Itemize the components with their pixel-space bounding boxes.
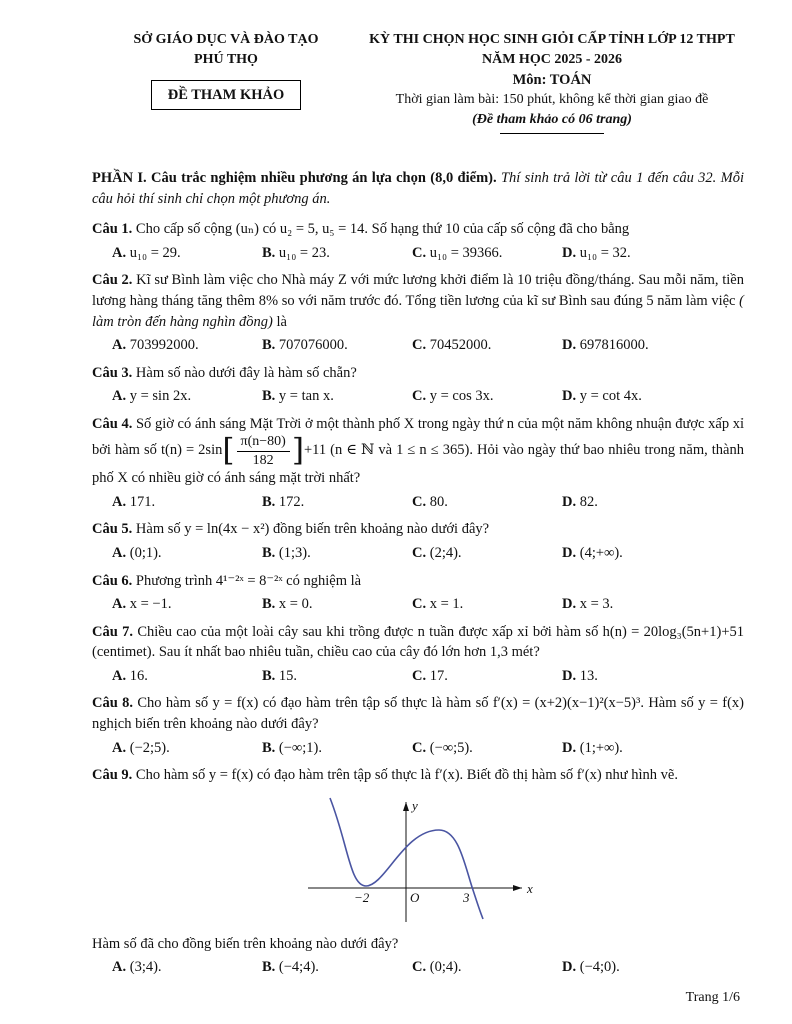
exam-header [92,30,744,134]
option-c-value: x = 1. [429,596,464,613]
option-d-value: (4;+∞). [579,544,623,561]
question-2-label: Câu 2. [92,272,133,289]
option-d [562,957,744,978]
question-6-text [92,571,744,592]
option-a [112,243,262,264]
question-6-body: Phương trình 4¹⁻²ˣ = 8⁻²ˣ có nghiệm là [135,572,362,589]
option-a-value: (0;1). [129,544,162,561]
header-right-block [360,30,744,134]
option-a [112,335,262,356]
option-b [262,594,412,615]
open-bracket: [ [222,432,235,469]
option-c-label: C. [412,544,427,561]
question-1-text [92,219,744,240]
option-d-label: D. [562,596,577,613]
option-a-value: y = sin 2x. [129,388,192,405]
option-b-label: B. [262,388,276,405]
option-b-label: B. [262,739,276,756]
option-a-label: A. [112,667,127,684]
question-7 [92,622,744,687]
question-5-label: Câu 5. [92,521,133,538]
question-9-followup: Hàm số đã cho đồng biến trên khoảng nào dưới đây? [92,935,399,952]
option-b [262,666,412,687]
option-d-value: (−4;0). [579,959,620,976]
option-b-label: B. [262,544,276,561]
question-9-text [92,765,744,786]
option-b-value: 15. [278,667,298,684]
question-7-text [92,622,744,663]
option-b-label: B. [262,667,276,684]
option-a [112,738,262,759]
option-b-value: 172. [278,493,305,510]
option-a-value: (−2;5). [129,739,170,756]
question-6 [92,571,744,615]
option-c-label: C. [412,667,427,684]
department-name: SỞ GIÁO DỤC VÀ ĐÀO TẠO [133,32,319,47]
pages-note: (Đề tham khảo có 06 trang) [472,112,632,128]
question-5-options [92,543,744,564]
option-d-value: 82. [579,493,598,510]
derivative-graph [92,792,744,930]
question-3-text [92,363,744,384]
school-year: NĂM HỌC 2025 - 2026 [482,51,622,67]
option-d-label: D. [562,244,577,261]
question-4-body-after: +11 (n ∈ ℕ và 1 ≤ n ≤ 365). Hỏi vào ngày thứ bao nhiêu trong năm, thành phố X có nhiều giờ có ánh sáng mặt trời nhất? [92,442,744,487]
subject-name: Môn: TOÁN [512,71,592,88]
option-c [412,594,562,615]
option-b [262,386,412,407]
option-c [412,666,562,687]
option-d-value: y = cot 4x. [579,388,642,405]
option-a-value: 16. [129,667,148,684]
part1-heading [92,168,744,209]
option-b-value: (1;3). [278,544,311,561]
option-d-label: D. [562,667,577,684]
option-d [562,492,744,513]
part1-title: PHẦN I. Câu trắc nghiệm nhiều phương án lựa chọn (8,0 điểm). [92,170,497,187]
option-c-value: y = cos 3x. [429,388,494,405]
header-divider [500,133,604,134]
question-6-options [92,594,744,615]
option-a [112,594,262,615]
option-c [412,957,562,978]
option-c-label: C. [412,244,427,261]
option-c-value: 70452000. [429,337,492,354]
question-2-body: Kĩ sư Bình làm việc cho Nhà máy Z với mức lương khởi điểm là 10 triệu đồng/tháng. Sau mỗi năm, tiền lương hàng tháng tăng thêm 8% so với năm trước đó. Tổng tiền lương của kĩ sư Bình sau đúng 5 năm làm việc [92,272,744,309]
option-b-value: x = 0. [278,596,313,613]
option-a-value: (3;4). [129,959,162,976]
option-d-value: x = 3. [579,596,614,613]
question-7-body: Chiều cao của một loài cây sau khi trồng được n tuần được xấp xỉ bởi hàm số h(n) = 20log₃(5n+1)+51 (centimet). Sau ít nhất bao nhiêu tuần, chiều cao của cây đó lớn hơn 1,3 mét? [92,623,744,661]
question-4-body: Số giờ có ánh sáng Mặt Trời ở một thành phố X trong ngày thứ n của một năm không nhuận được xấp xỉ bởi hàm số t(n) = 2sin [92,415,745,459]
option-b [262,543,412,564]
option-d [562,594,744,615]
tick-3: 3 [463,889,470,905]
question-1-body: Cho cấp số cộng (uₙ) có u₂ = 5, u₅ = 14. Số hạng thứ 10 của cấp số cộng đã cho bằng [135,221,630,238]
question-9 [92,765,744,978]
option-d-label: D. [562,493,577,510]
option-d-label: D. [562,959,577,976]
option-a-value: x = −1. [129,596,172,613]
exam-type-box: ĐỀ THAM KHẢO [151,80,302,111]
option-d-value: 13. [579,667,598,684]
option-d-value: (1;+∞). [579,739,623,756]
option-d-label: D. [562,739,577,756]
question-5-body: Hàm số y = ln(4x − x²) đồng biến trên khoảng nào dưới đây? [135,521,490,538]
fraction-numerator: π(n−80) [237,434,290,451]
option-c-label: C. [412,739,427,756]
option-b-value: (−∞;1). [278,739,322,756]
option-a [112,957,262,978]
question-6-label: Câu 6. [92,572,133,589]
question-2 [92,270,744,355]
question-8-options [92,738,744,759]
question-3-label: Câu 3. [92,364,133,381]
question-2-note: ( làm tròn đến hàng nghìn đồng) [92,292,744,330]
x-axis-arrow [513,885,522,891]
question-3 [92,363,744,407]
option-d [562,666,744,687]
question-2-options [92,335,744,356]
option-a-label: A. [112,544,127,561]
question-2-body-after: là [272,313,287,330]
option-a-value: u₁₀ = 29. [129,244,181,261]
option-b [262,957,412,978]
option-a-label: A. [112,493,127,510]
option-a-label: A. [112,739,127,756]
question-3-options [92,386,744,407]
option-d-label: D. [562,337,577,354]
option-d [562,243,744,264]
province-name: PHÚ THỌ [194,51,258,67]
question-3-body: Hàm số nào dưới đây là hàm số chẵn? [135,364,357,381]
option-c [412,543,562,564]
option-b [262,738,412,759]
y-axis-arrow [403,802,409,811]
option-a-label: A. [112,596,127,613]
question-4 [92,414,744,513]
option-d-label: D. [562,544,577,561]
question-9-body: Cho hàm số y = f(x) có đạo hàm trên tập số thực là f′(x). Biết đồ thị hàm số f′(x) như hình vẽ. [135,767,678,784]
question-8-text [92,693,744,734]
option-a-label: A. [112,244,127,261]
option-c [412,335,562,356]
option-b-label: B. [262,337,276,354]
question-7-options [92,666,744,687]
question-2-text [92,270,744,332]
question-4-options [92,492,744,513]
option-c [412,386,562,407]
option-b-value: y = tan x. [278,388,334,405]
x-axis-label: x [527,880,533,896]
question-4-text [92,414,744,489]
option-b-value: u₁₀ = 23. [278,244,330,261]
question-9-label: Câu 9. [92,767,133,784]
origin-label: O [410,889,420,905]
option-c-label: C. [412,388,427,405]
duration-note: Thời gian làm bài: 150 phút, không kể thời gian giao đề [395,92,709,108]
option-c [412,243,562,264]
question-4-label: Câu 4. [92,415,133,432]
option-a-label: A. [112,337,127,354]
question-1 [92,219,744,263]
option-b [262,243,412,264]
option-c-label: C. [412,596,427,613]
exam-title: KỲ THI CHỌN HỌC SINH GIỎI CẤP TỈNH LỚP 12 THPT [369,32,735,47]
option-a-value: 703992000. [129,337,199,354]
option-b-label: B. [262,596,276,613]
option-d-value: 697816000. [579,337,649,354]
page-number: Trang 1/6 [685,990,740,1006]
question-8-label: Câu 8. [92,695,134,712]
option-c-label: C. [412,493,427,510]
option-c-value: (2;4). [429,544,462,561]
option-b [262,335,412,356]
option-a [112,492,262,513]
question-7-label: Câu 7. [92,623,133,640]
question-8-body: Cho hàm số y = f(x) có đạo hàm trên tập số thực là hàm số f′(x) = (x+2)(x−1)²(x−5)³. Hàm số y = f(x) nghịch biến trên khoảng nào dưới đây? [92,695,744,732]
close-bracket: ] [291,432,304,469]
question-5-text [92,519,744,540]
option-d [562,386,744,407]
option-c-value: (0;4). [429,959,462,976]
option-b-value: (−4;4). [278,959,319,976]
question-8 [92,693,744,758]
option-c-label: C. [412,959,427,976]
option-c-label: C. [412,337,427,354]
option-a-label: A. [112,388,127,405]
question-1-options [92,243,744,264]
option-d [562,543,744,564]
question-9-options [92,957,744,978]
y-axis-label: y [412,797,418,813]
option-d [562,335,744,356]
option-c-value: 17. [429,667,448,684]
option-c-value: (−∞;5). [429,739,473,756]
option-b-label: B. [262,959,276,976]
option-a-label: A. [112,959,127,976]
option-b [262,492,412,513]
tick-minus-2: −2 [354,889,370,905]
option-c-value: u₁₀ = 39366. [429,244,503,261]
option-c [412,738,562,759]
option-c-value: 80. [429,493,448,510]
option-a [112,666,262,687]
header-left-block [92,30,360,134]
option-b-label: B. [262,244,276,261]
option-a [112,386,262,407]
fraction-denominator: 182 [252,452,274,468]
fraction [237,434,290,468]
option-d [562,738,744,759]
option-d-value: u₁₀ = 32. [579,244,631,261]
exam-content [92,168,744,978]
option-a [112,543,262,564]
option-c [412,492,562,513]
function-plot [300,792,536,930]
option-b-label: B. [262,493,276,510]
question-1-label: Câu 1. [92,221,133,238]
option-d-label: D. [562,388,577,405]
option-a-value: 171. [129,493,156,510]
part1-note: Thí sinh trả lời từ câu 1 đến câu 32. Mỗi câu hỏi thí sinh chỉ chọn một phương án. [92,170,745,207]
question-5 [92,519,744,563]
option-b-value: 707076000. [278,337,348,354]
